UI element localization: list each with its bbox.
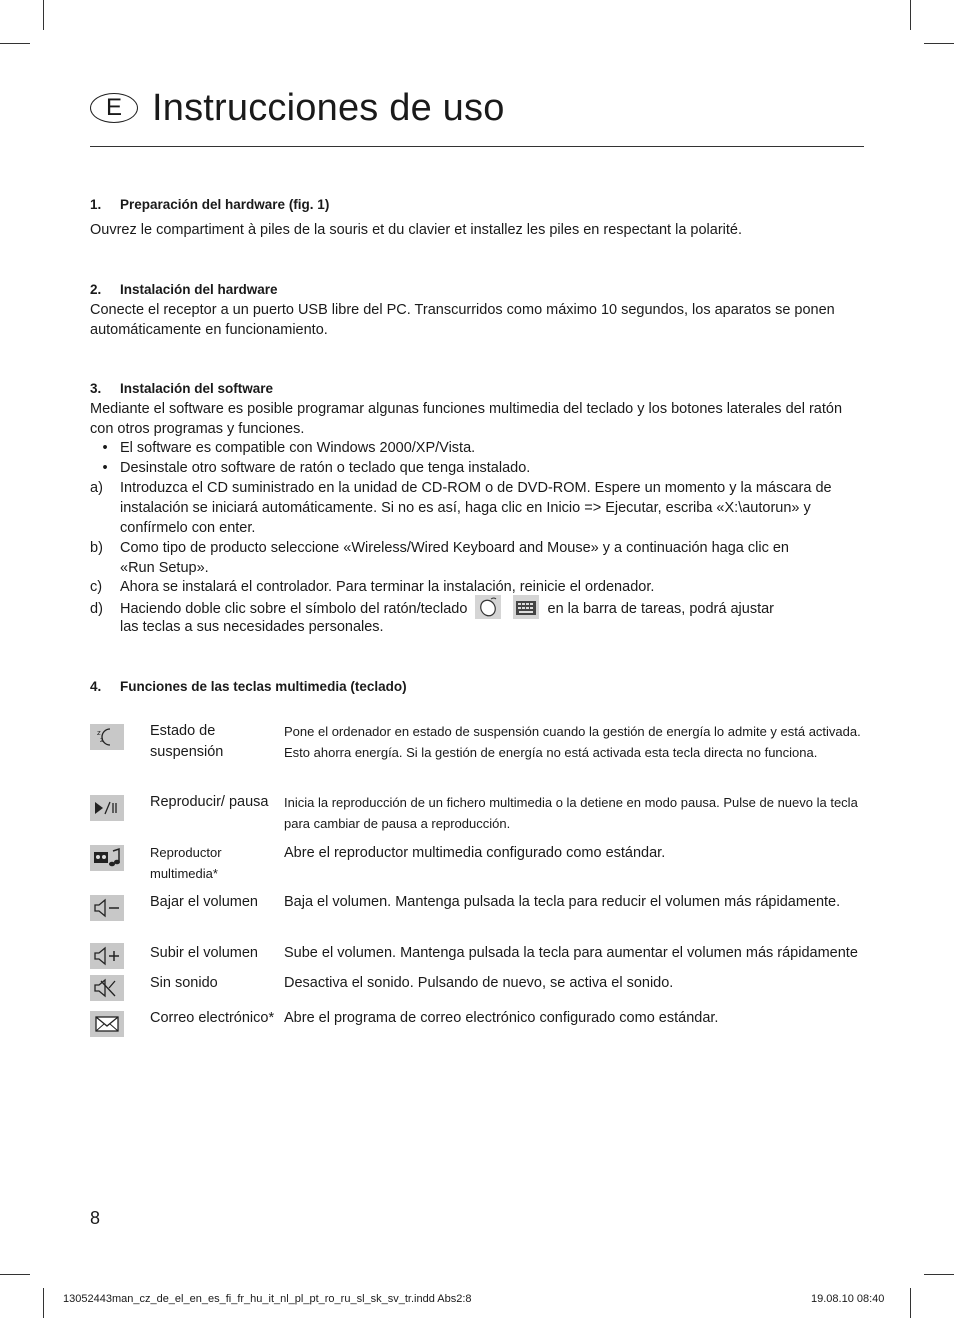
step-text: Ahora se instalará el controlador. Para terminar la instalación, reinicie el ordenador. <box>120 579 655 595</box>
bullet-text: Desinstale otro software de ratón o teclado que tenga instalado. <box>120 460 531 476</box>
section-number: 3. <box>90 381 102 396</box>
footer-filename: 13052443man_cz_de_el_en_es_fi_fr_hu_it_nl_pl_pt_ro_ru_sl_sk_sv_tr.indd Abs2:8 <box>63 1293 472 1305</box>
crop-mark <box>910 1288 911 1318</box>
key-label: Reproductor multimedia* <box>150 845 222 881</box>
svg-text:z: z <box>97 729 101 737</box>
section-2-heading <box>90 280 278 300</box>
sleep-icon <box>90 724 124 750</box>
step-marker: b) <box>90 540 103 556</box>
key-description: Desactiva el sonido. Pulsando de nuevo, se activa el sonido. <box>284 975 674 991</box>
bullet: • <box>102 460 108 476</box>
svg-text:z: z <box>100 737 104 744</box>
language-badge: E <box>90 93 138 123</box>
key-label: Sin sonido <box>150 975 218 991</box>
section-title: Instalación del hardware <box>120 282 278 297</box>
step-marker: d) <box>90 600 103 617</box>
key-label: Subir el volumen <box>150 945 258 961</box>
key-description: Pone el ordenador en estado de suspensión cuando la gestión de energía lo admite y está activada. Esto ahorra energía. Si la gestión de energía no está activada esta tecla directa no funciona. <box>284 724 861 760</box>
key-label: Estado de suspensión <box>150 723 224 760</box>
crop-mark <box>924 1274 954 1275</box>
section-number: 4. <box>90 679 102 694</box>
step-c <box>90 577 655 597</box>
step-d-continued: las teclas a sus necesidades personales. <box>120 619 384 635</box>
mail-icon <box>90 1011 124 1037</box>
section-1-body: Ouvrez le compartiment à piles de la souris et du clavier et installez les piles en respectant la polarité. <box>90 222 743 238</box>
mouse-tray-icon <box>475 595 501 619</box>
step-text: Haciendo doble clic sobre el símbolo del ratón/teclado <box>120 600 468 617</box>
key-label: Bajar el volumen <box>150 894 258 910</box>
section-number: 2. <box>90 282 102 297</box>
play-pause-icon <box>90 795 124 821</box>
list-item <box>90 438 475 458</box>
key-description: Baja el volumen. Mantenga pulsada la tecla para reducir el volumen más rápidamente. <box>284 894 841 910</box>
key-description: Inicia la reproducción de un fichero multimedia o la detiene en modo pausa. Pulse de nuevo la tecla para cambiar de pausa a reproducción. <box>284 795 858 831</box>
page-header <box>90 84 505 132</box>
step-b <box>90 538 789 576</box>
section-2-body: Conecte el receptor a un puerto USB libre del PC. Transcurridos como máximo 10 segundos, los aparatos se ponen automáticamente en funcionamiento. <box>90 302 835 338</box>
crop-mark <box>910 0 911 30</box>
crop-mark <box>924 43 954 44</box>
section-4-heading <box>90 677 407 697</box>
section-title: Funciones de las teclas multimedia (teclado) <box>120 679 407 694</box>
key-label: Reproducir/ pausa <box>150 794 269 810</box>
mute-icon <box>90 975 124 1001</box>
step-text: Como tipo de producto seleccione «Wireless/Wired Keyboard and Mouse» y a continuación haga clic en «Run Setup». <box>120 540 789 576</box>
section-title: Instalación del software <box>120 381 274 396</box>
keyboard-tray-icon <box>513 595 539 619</box>
step-text: en la barra de tareas, podrá ajustar <box>547 600 774 617</box>
media-player-icon <box>90 845 124 871</box>
section-3-heading <box>90 379 273 399</box>
volume-down-icon <box>90 895 124 921</box>
step-marker: a) <box>90 480 103 496</box>
bullet-text: El software es compatible con Windows 2000/XP/Vista. <box>120 440 476 456</box>
key-description: Abre el programa de correo electrónico configurado como estándar. <box>284 1010 719 1026</box>
section-title: Preparación del hardware (fig. 1) <box>120 197 330 212</box>
section-3-body: Mediante el software es posible programar algunas funciones multimedia del teclado y los botones laterales del ratón con otros programas y funciones. <box>90 401 843 437</box>
key-description: Sube el volumen. Mantenga pulsada la tecla para aumentar el volumen más rápidamente <box>284 945 858 961</box>
key-description: Abre el reproductor multimedia configurado como estándar. <box>284 845 666 861</box>
header-rule <box>90 146 864 147</box>
section-number: 1. <box>90 197 102 212</box>
step-a <box>90 478 832 536</box>
bullet: • <box>102 440 108 456</box>
crop-mark <box>0 1274 30 1275</box>
step-text: Introduzca el CD suministrado en la unidad de CD-ROM o de DVD-ROM. Espere un momento y la máscara de instalación se iniciará automáticamente. Si no es así, haga clic en Inicio => Ejecutar, escriba «X:\autorun» y confírmelo con enter. <box>120 480 832 536</box>
crop-mark <box>43 0 44 30</box>
section-1-heading <box>90 195 329 215</box>
crop-mark <box>43 1288 44 1318</box>
volume-up-icon <box>90 943 124 969</box>
step-marker: c) <box>90 579 103 595</box>
key-label: Correo electrónico* <box>150 1010 275 1026</box>
page-number: 8 <box>90 1208 101 1228</box>
footer-date: 19.08.10 08:40 <box>811 1293 885 1305</box>
crop-mark <box>0 43 30 44</box>
list-item <box>90 458 530 478</box>
page-title: Instrucciones de uso <box>152 86 505 129</box>
